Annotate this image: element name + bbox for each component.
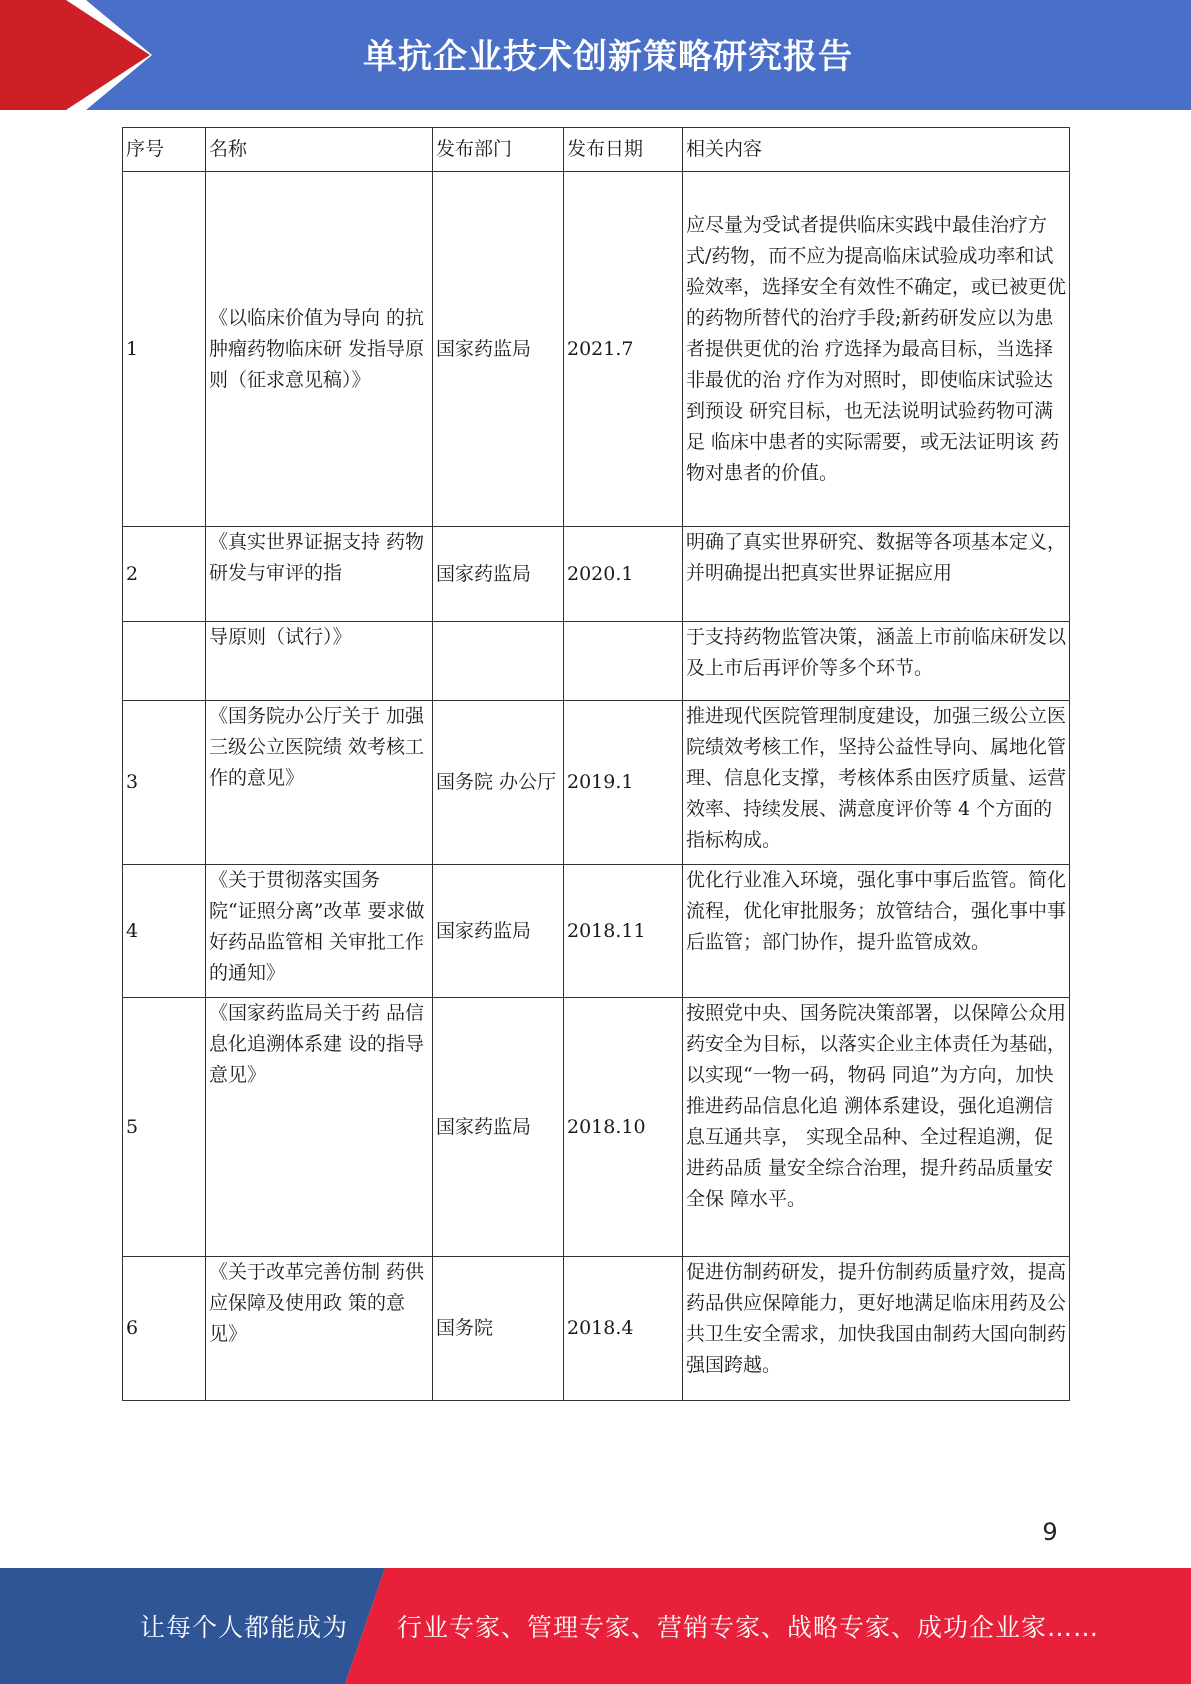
table-row (123, 527, 1070, 622)
cell-date: 2018.4 (564, 1257, 683, 1401)
cell-index: 3 (123, 701, 206, 865)
column-header-department: 发布部门 (433, 128, 564, 172)
cell-name: 《关于贯彻落实国务 院“证照分离”改革 要求做好药品监管相 关审批工作的通知》 (206, 865, 433, 998)
cell-department: 国家药监局 (433, 998, 564, 1257)
table-row (123, 865, 1070, 998)
cell-name: 《以临床价值为导向 的抗肿瘤药物临床研 发指导原则（征求意见稿）》 (206, 172, 433, 527)
footer-slogan-right: 行业专家、管理专家、营销专家、战略专家、成功企业家…… (397, 1613, 1100, 1642)
cell-date: 2018.11 (564, 865, 683, 998)
cell-index (123, 622, 206, 701)
cell-date: 2018.10 (564, 998, 683, 1257)
cell-date: 2020.1 (564, 527, 683, 622)
table-header-row (123, 128, 1070, 172)
cell-index: 5 (123, 998, 206, 1257)
cell-index: 6 (123, 1257, 206, 1401)
cell-name: 导原则（试行）》 (206, 622, 433, 701)
cell-date (564, 622, 683, 701)
footer-slogan-left: 让每个人都能成为 (140, 1613, 349, 1642)
table-row (123, 701, 1070, 865)
cell-index: 2 (123, 527, 206, 622)
table-row (123, 172, 1070, 527)
column-header-date: 发布日期 (564, 128, 683, 172)
table-row (123, 622, 1070, 701)
cell-index: 1 (123, 172, 206, 527)
cell-name: 《国家药监局关于药 品信息化追溯体系建 设的指导意见》 (206, 998, 433, 1257)
cell-name: 《国务院办公厅关于 加强三级公立医院绩 效考核工作的意见》 (206, 701, 433, 865)
page-header (0, 0, 1191, 110)
column-header-name: 名称 (206, 128, 433, 172)
cell-department: 国家药监局 (433, 527, 564, 622)
cell-content: 明确了真实世界研究、数据等各项基本定义，并明确提出把真实世界证据应用 (683, 527, 1070, 622)
cell-department (433, 622, 564, 701)
cell-name: 《真实世界证据支持 药物研发与审评的指 (206, 527, 433, 622)
cell-department: 国务院 (433, 1257, 564, 1401)
table-row (123, 998, 1070, 1257)
policy-table (122, 127, 1070, 1401)
cell-department: 国家药监局 (433, 865, 564, 998)
page-footer (0, 1568, 1191, 1684)
report-title: 单抗企业技术创新策略研究报告 (363, 36, 853, 77)
cell-content: 应尽量为受试者提供临床实践中最佳治疗方式/药物，而不应为提高临床试验成功率和试验效率，选择安全有效性不确定，或已被更优的药物所替代的治疗手段;新药研发应以为患者提供更优的治 疗选择为最高目标，当选择非最优的治 疗作为对照时，即使临床试验达到预设 研究目标，也无法说明试验药物可满足 临床中患者的实际需要，或无法证明该 药物对患者的价值。 (683, 172, 1070, 527)
cell-content: 按照党中央、国务院决策部署，以保障公众用药安全为目标，以落实企业主体责任为基础，以实现“一物一码，物码 同追”为方向，加快推进药品信息化追 溯体系建设，强化追溯信息互通共享， 实现全品种、全过程追溯，促进药品质 量安全综合治理，提升药品质量安全保 障水平。 (683, 998, 1070, 1257)
table-row (123, 1257, 1070, 1401)
cell-content: 促进仿制药研发，提升仿制药质量疗效，提高药品供应保障能力，更好地满足临床用药及公共卫生安全需求，加快我国由制药大国向制药强国跨越。 (683, 1257, 1070, 1401)
cell-date: 2021.7 (564, 172, 683, 527)
cell-department: 国务院 办公厅 (433, 701, 564, 865)
column-header-content: 相关内容 (683, 128, 1070, 172)
cell-date: 2019.1 (564, 701, 683, 865)
cell-name: 《关于改革完善仿制 药供应保障及使用政 策的意见》 (206, 1257, 433, 1401)
page-number: 9 (1042, 1518, 1058, 1546)
cell-department: 国家药监局 (433, 172, 564, 527)
cell-content: 于支持药物监管决策，涵盖上市前临床研发以及上市后再评价等多个环节。 (683, 622, 1070, 701)
column-header-index: 序号 (123, 128, 206, 172)
cell-content: 优化行业准入环境，强化事中事后监管。简化流程，优化审批服务；放管结合，强化事中事后监管；部门协作，提升监管成效。 (683, 865, 1070, 998)
cell-index: 4 (123, 865, 206, 998)
cell-content: 推进现代医院管理制度建设，加强三级公立医院绩效考核工作，坚持公益性导向、属地化管理、信息化支撑，考核体系由医疗质量、运营效率、持续发展、满意度评价等 4 个方面的指标构成。 (683, 701, 1070, 865)
